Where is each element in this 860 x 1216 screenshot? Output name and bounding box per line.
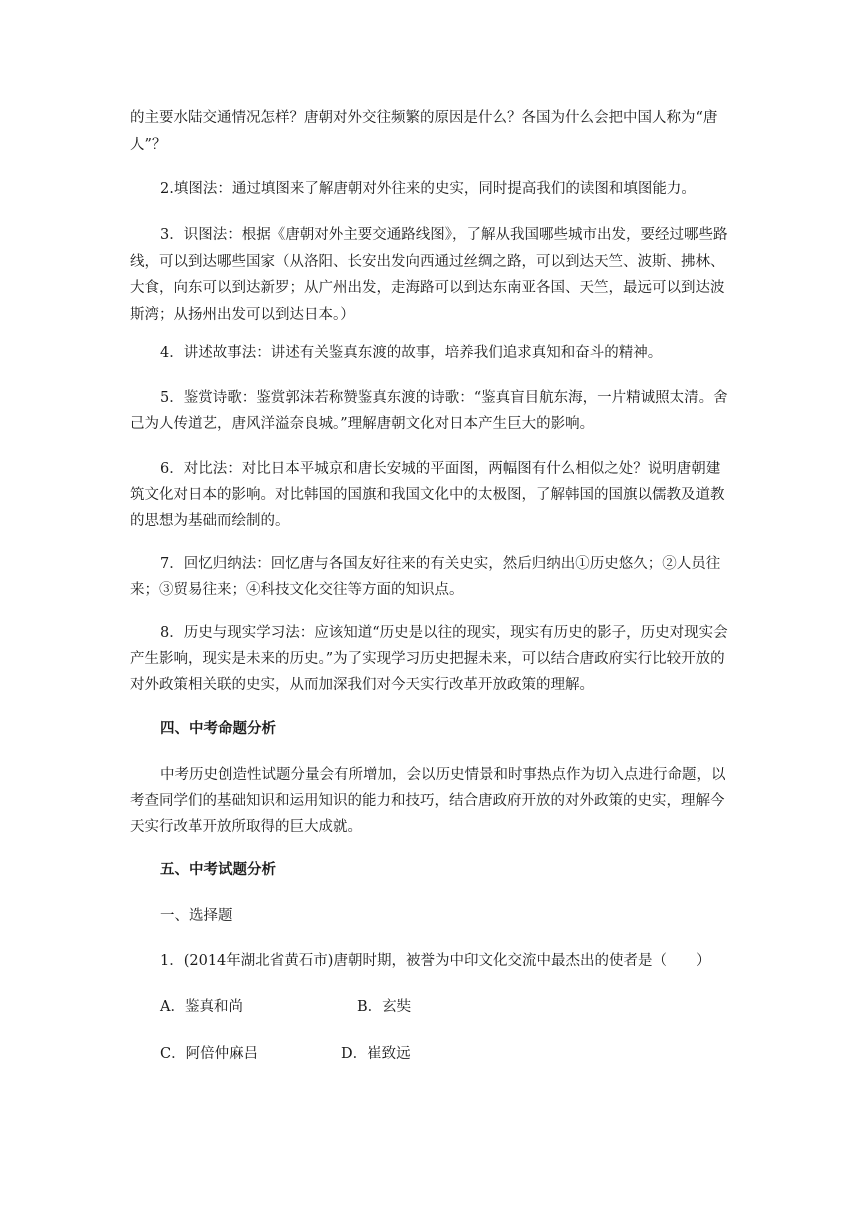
paragraph-method-5: 5．鉴赏诗歌：鉴赏郭沫若称赞鉴真东渡的诗歌：“鉴真盲目航东海，一片精诚照太清。舍己为人传道艺，唐风洋溢奈良城。”理解唐朝文化对日本产生巨大的影响。	[130, 390, 728, 432]
option-a: A．鉴真和尚	[160, 999, 243, 1015]
paragraph-method-6: 6．对比法：对比日本平城京和唐长安城的平面图，两幅图有什么相似之处？说明唐朝建筑文化对日本的影响。对比韩国的国旗和我国文化中的太极图，了解韩国的国旗以儒教及道教的思想为基础而绘制的。	[130, 461, 725, 529]
section-heading-5: 五、中考试题分析	[160, 862, 276, 878]
paragraph-method-4: 4．讲述故事法：讲述有关鉴真东渡的故事，培养我们追求真知和奋斗的精神。	[160, 345, 663, 361]
paragraph-method-8: 8．历史与现实学习法：应该知道“历史是以往的现实，现实有历史的影子，历史对现实会产生影响，现实是未来的历史。”为了实现学习历史把握未来，可以结合唐政府实行比较开放的对外政策相关联的史实，从而加深我们对今天实行改革开放政策的理解。	[130, 625, 728, 693]
paragraph-continuation: 的主要水陆交通情况怎样？唐朝对外交往频繁的原因是什么？各国为什么会把中国人称为“唐人”？	[130, 110, 718, 153]
paragraph-exam-analysis: 中考历史创造性试题分量会有所增加，会以历史情景和时事热点作为切入点进行命题，以考查同学们的基础知识和运用知识的能力和技巧，结合唐政府开放的对外政策的史实，理解今天实行改革开放所取得的巨大成就。	[130, 767, 726, 835]
paragraph-method-7: 7．回忆归纳法：回忆唐与各国友好往来的有关史实，然后归纳出①历史悠久；②人员往来；③贸易往来；④科技文化交往等方面的知识点。	[130, 556, 721, 598]
option-d: D．崔致远	[341, 1046, 411, 1062]
paragraph-method-2: 2.填图法：通过填图来了解唐朝对外往来的史实，同时提高我们的读图和填图能力。	[160, 181, 696, 197]
question-1: 1．(2014年湖北省黄石市)唐朝时期，被誉为中印文化交流中最杰出的使者是（ ）	[160, 953, 711, 969]
option-c: C．阿倍仲麻吕	[160, 1046, 259, 1062]
section-heading-4: 四、中考命题分析	[160, 721, 276, 737]
paragraph-method-3: 3．识图法：根据《唐朝对外主要交通路线图》，了解从我国哪些城市出发，要经过哪些路线，可以到达哪些国家（从洛阳、长安出发向西通过丝绸之路，可以到达天竺、波斯、拂林、大食，向东可以到达新罗；从广州出发，走海路可以到达东南亚各国、天竺，最远可以到达波斯湾；从扬州出发可以到达日本。）	[130, 227, 728, 323]
option-b: B．玄奘	[357, 999, 412, 1015]
subsection-heading-choice: 一、选择题	[160, 908, 233, 924]
